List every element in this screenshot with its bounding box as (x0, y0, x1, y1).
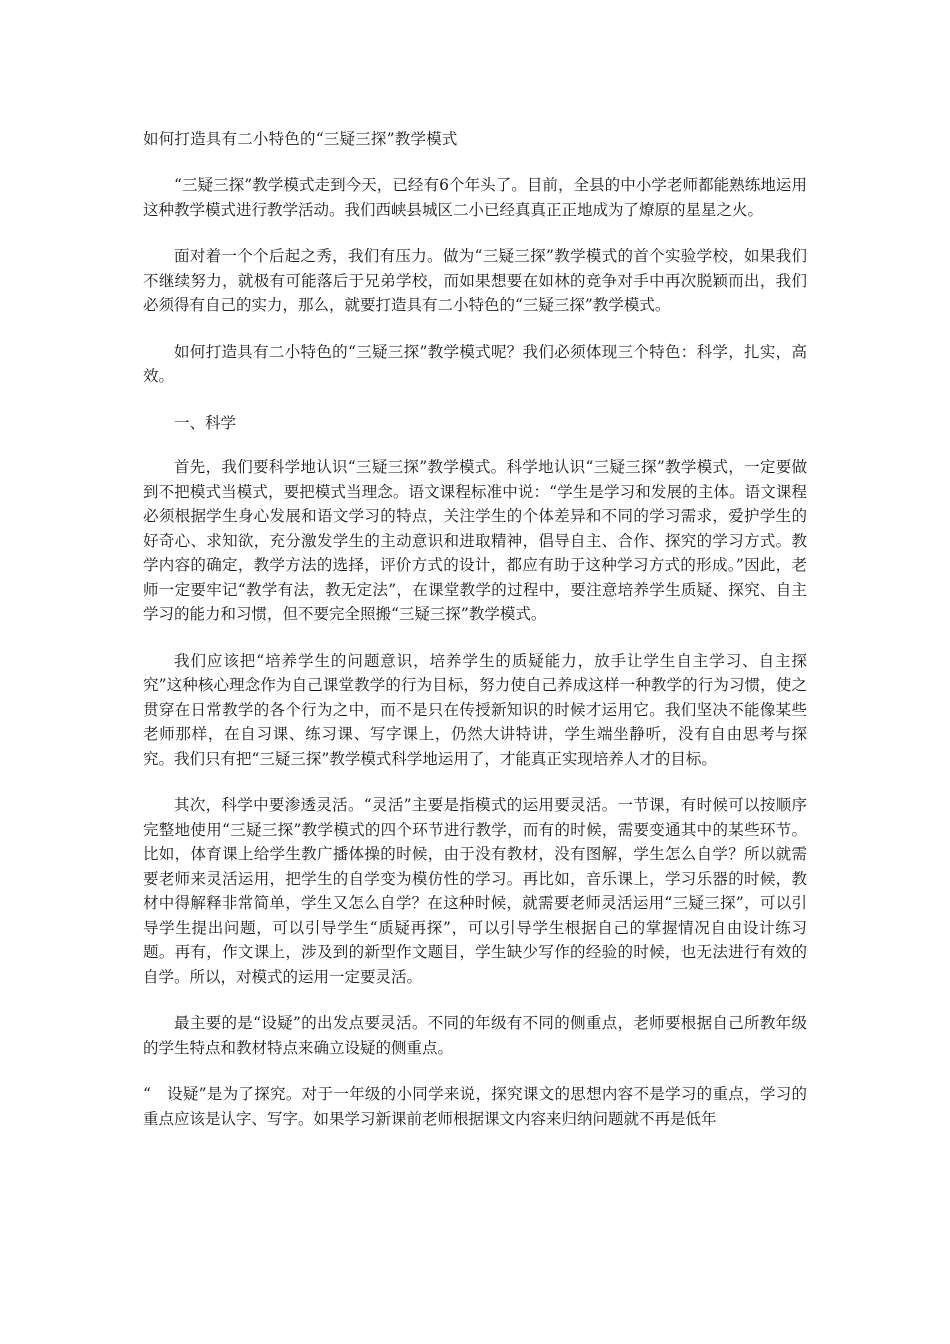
paragraph-questioning-purpose: “ 设疑”是为了探究。对于一年级的小同学来说，探究课文的思想内容不是学习的重点，学习的重点应该是认字、写字。如果学习新课前老师根据课文内容来归纳问题就不再是低年 (143, 1085, 807, 1128)
paragraph-flexibility: 其次，科学中要渗透灵活。“灵活”主要是指模式的运用要灵活。一节课，有时候可以按顺序完整地使用“三疑三探”教学模式的四个环节进行教学，而有的时候，需要变通其中的某些环节。比如，体育课上给学生教广播体操的时候，由于没有教材，没有图解，学生怎么自学？所以就需要老师来灵活运用，把学生的自学变为模仿性的学习。再比如，音乐课上，学习乐器的时候，教材中得解释非常简单，学生又怎么自学？在这种时候，就需要老师灵活运用“三疑三探”，可以引导学生提出问题，可以引导学生“质疑再探”，可以引导学生根据自己的掌握情况自由设计练习题。再有，作文课上，涉及到的新型作文题目，学生缺少写作的经验的时候，也无法进行有效的自学。所以，对模式的运用一定要灵活。 (143, 796, 807, 986)
paragraph-questioning-focus: 最主要的是“设疑”的出发点要灵活。不同的年级有不同的侧重点，老师要根据自己所教年级的学生特点和教材特点来确立设疑的侧重点。 (143, 1014, 807, 1057)
section-heading-science: 一、科学 (174, 413, 237, 432)
paragraph-scientific-understanding: 首先，我们要科学地认识“三疑三探”教学模式。科学地认识“三疑三探”教学模式，一定要做到不把模式当模式，要把模式当理念。语文课程标准中说：“学生是学习和发展的主体。语文课程必须根据学生身心发展和语文学习的特点，关注学生的个体差异和不同的学习需求，爱护学生的好奇心、求知欲，充分激发学生的主动意识和进取精神，倡导自主、合作、探究的学习方式。教学内容的确定，教学方法的选择，评价方式的设计，都应有助于这种学习方式的形成。”因此，老师一定要牢记“教学有法，教无定法”，在课堂教学的过程中，要注意培养学生质疑、探究、自主学习的能力和习惯，但不要完全照搬“三疑三探”教学模式。 (143, 458, 807, 623)
document-title: 如何打造具有二小特色的“三疑三探”教学模式 (143, 130, 458, 148)
paragraph-pressure: 面对着一个个后起之秀，我们有压力。做为“三疑三探”教学模式的首个实验学校，如果我们不继续努力，就极有可能落后于兄弟学校，而如果想要在如林的竞争对手中再次脱颖而出，我们必须得有自己的实力，那么，就要打造具有二小特色的“三疑三探”教学模式。 (143, 247, 807, 314)
paragraph-three-features: 如何打造具有二小特色的“三疑三探”教学模式呢？我们必须体现三个特色：科学，扎实，高效。 (143, 342, 807, 385)
paragraph-core-concept: 我们应该把“培养学生的问题意识，培养学生的质疑能力，放手让学生自主学习、自主探究”这种核心理念作为自己课堂教学的行为目标，努力使自己养成这样一种教学的行为习惯，使之贯穿在日常教学的各个行为之中，而不是只在传授新知识的时候才运用它。我们坚决不能像某些老师那样，在自习课、练习课、写字课上，仍然大讲特讲，学生端坐静听，没有自由思考与探究。我们只有把“三疑三探”教学模式科学地运用了，才能真正实现培养人才的目标。 (143, 651, 807, 768)
document-page (143, 127, 807, 1153)
paragraph-intro: “三疑三探”教学模式走到今天，已经有6个年头了。目前，全县的中小学老师都能熟练地运用这种教学模式进行教学活动。我们西峡县城区二小已经真真正正地成为了燎原的星星之火。 (143, 176, 807, 219)
